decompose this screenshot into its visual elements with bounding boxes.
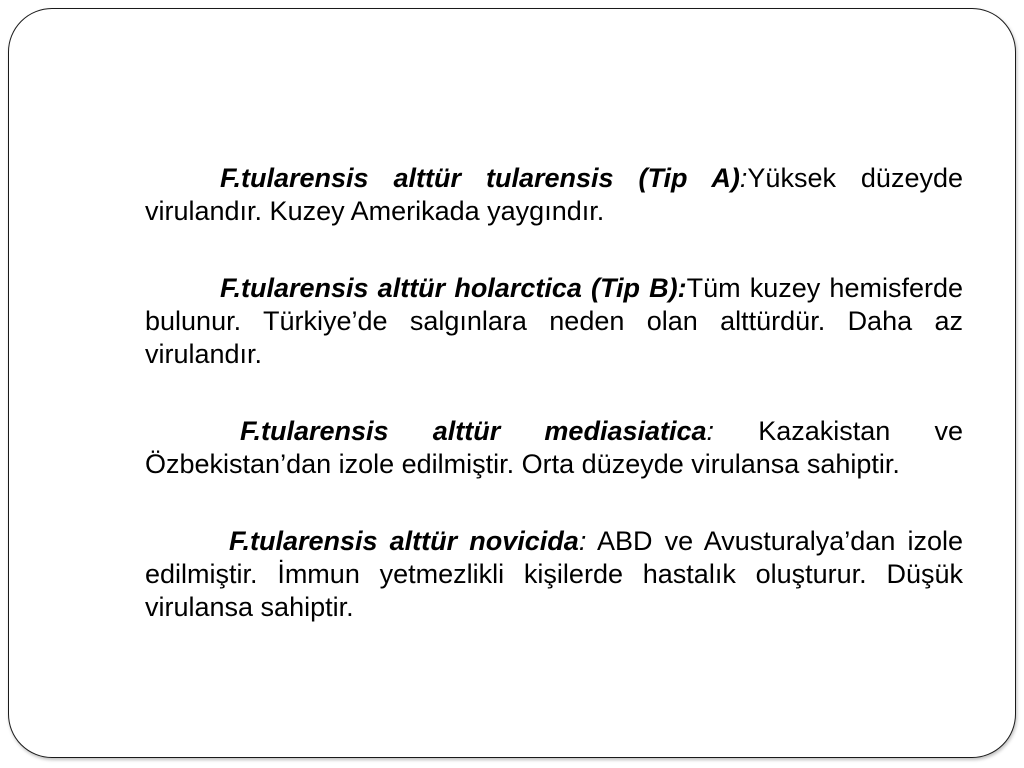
paragraph-text-tularensis: Yüksek düzeyde virulandır. Kuzey Amerikada yaygındır. [145, 163, 963, 226]
term-separator: : [739, 163, 748, 193]
paragraph-mediasiatica [145, 415, 963, 481]
term-separator: : [706, 416, 715, 446]
paragraph-tip-b [145, 272, 963, 371]
paragraph-novicida [145, 525, 963, 624]
subspecies-term-tularensis: F.tularensis alttür tularensis (Tip A) [220, 163, 740, 193]
paragraph-tip-a [145, 162, 963, 228]
paragraph-text-novicida: ABD ve Avusturalya’dan izole edilmiştir. İmmun yetmezlikli kişilerde hastalık oluşturur. Düşük virulansa sahiptir. [145, 526, 963, 622]
paragraph-text-mediasiatica: Kazakistan ve Özbekistan’dan izole edilmiştir. Orta düzeyde virulansa sahiptir. [145, 416, 963, 479]
subspecies-term-novicida: F.tularensis alttür novicida [229, 526, 579, 556]
subspecies-term-mediasiatica: F.tularensis alttür mediasiatica [240, 416, 707, 446]
term-separator: : [578, 526, 587, 556]
paragraph-text-holarctica: Tüm kuzey hemisferde bulunur. Türkiye’de salgınlara neden olan alttürdür. Daha az virulandır. [145, 273, 963, 369]
slide-body [145, 162, 963, 624]
subspecies-term-holarctica: F.tularensis alttür holarctica (Tip B): [220, 273, 687, 303]
